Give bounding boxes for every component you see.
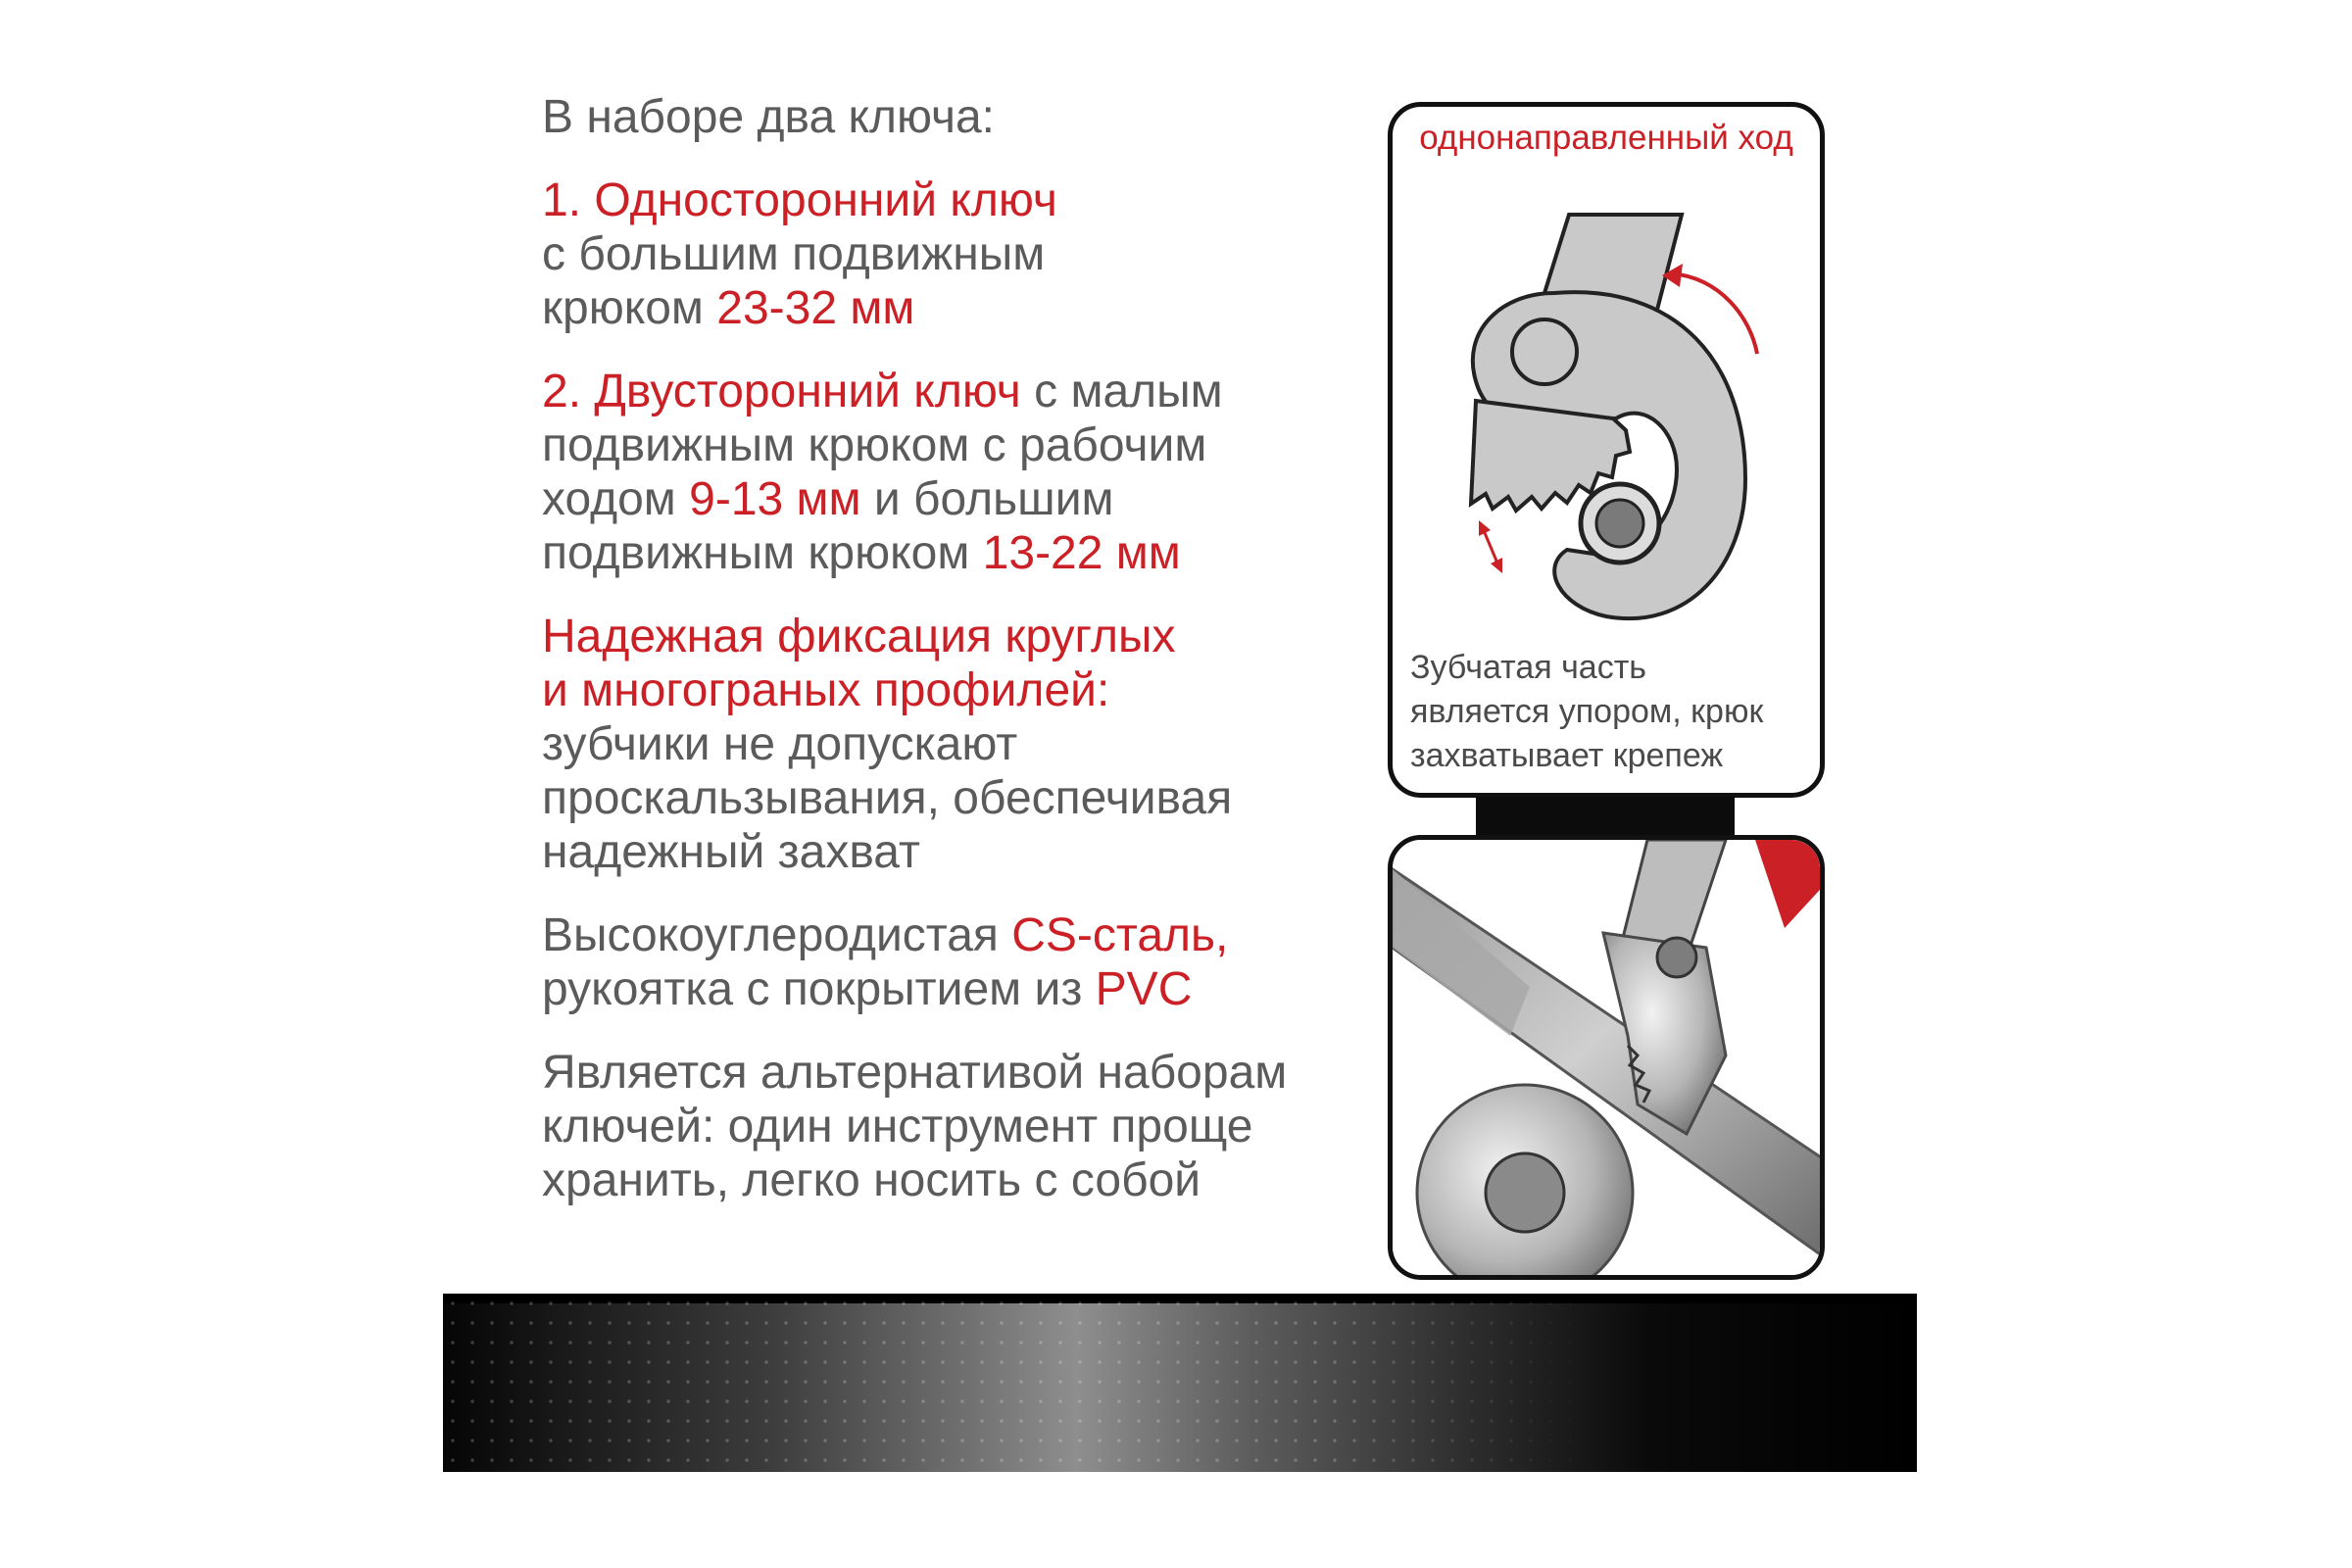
wrench-on-pipe-photo	[1393, 840, 1825, 1280]
item2-line2: подвижным крюком с рабочим	[542, 419, 1207, 471]
alternative-feature	[542, 1046, 1346, 1207]
item2-line3-pre: ходом	[542, 473, 690, 525]
item2-title: 2. Двусторонний ключ	[542, 366, 1021, 417]
pivot-rivet	[1657, 938, 1696, 977]
note-line3: захватывает крепеж	[1410, 737, 1724, 774]
travel-arrow-icon	[1483, 528, 1498, 565]
note-line1: Зубчатая часть	[1410, 649, 1647, 686]
item-double-sided-wrench	[542, 365, 1346, 580]
steel-type: CS-сталь,	[1011, 909, 1229, 961]
item1-line3-pre: крюком	[542, 282, 717, 334]
wrench-mechanism-illustration	[1393, 107, 1825, 656]
steel-line2-pre: рукоятка с покрытием из	[542, 963, 1096, 1015]
intro-text: В наборе два ключа:	[542, 91, 995, 143]
fixation-title1: Надежная фиксация круглых	[542, 611, 1176, 662]
item2-line3-post: и большим	[860, 473, 1114, 525]
jaw-hub	[1486, 1153, 1564, 1232]
diagram-note	[1410, 646, 1822, 778]
item1-size: 23-32 мм	[716, 282, 915, 334]
steel-feature	[542, 908, 1346, 1016]
mechanism-diagram-panel	[1388, 102, 1825, 798]
item1-title: 1. Односторонний ключ	[542, 174, 1057, 226]
item2-small-size: 9-13 мм	[689, 473, 861, 525]
fixation-line3: зубчики не допускают	[542, 718, 1018, 770]
fixation-title2: и многограных профилей:	[542, 664, 1110, 716]
fixation-line4: проскальзывания, обеспечивая	[542, 772, 1233, 824]
footer-gradient-band	[443, 1294, 1917, 1472]
fixation-line5: надежный захват	[542, 826, 920, 878]
fixation-feature	[542, 610, 1346, 879]
handle-material: PVC	[1095, 963, 1193, 1015]
item1-line2: с большим подвижным	[542, 228, 1046, 280]
item-one-sided-wrench	[542, 173, 1346, 335]
item2-rest1: с малым	[1020, 366, 1223, 417]
pivot-circle	[1512, 319, 1577, 384]
item2-line4-pre: подвижным крюком	[542, 527, 983, 579]
product-closeup-panel	[1388, 835, 1825, 1280]
note-line2: является упором, крюк	[1410, 693, 1764, 730]
intro-line	[542, 90, 1346, 144]
feature-description	[542, 90, 1346, 1237]
steel-pre: Высокоуглеродистая	[542, 909, 1012, 961]
alt-line2: ключей: один инструмент проще	[542, 1101, 1253, 1152]
diagram-caption: однонаправленный ход	[1419, 119, 1793, 157]
pipe-section-inner	[1596, 500, 1643, 547]
dot-pattern	[443, 1294, 1917, 1472]
item2-large-size: 13-22 мм	[982, 527, 1181, 579]
alt-line3: хранить, легко носить с собой	[542, 1154, 1201, 1206]
alt-line1: Является альтернативой наборам	[542, 1047, 1288, 1099]
